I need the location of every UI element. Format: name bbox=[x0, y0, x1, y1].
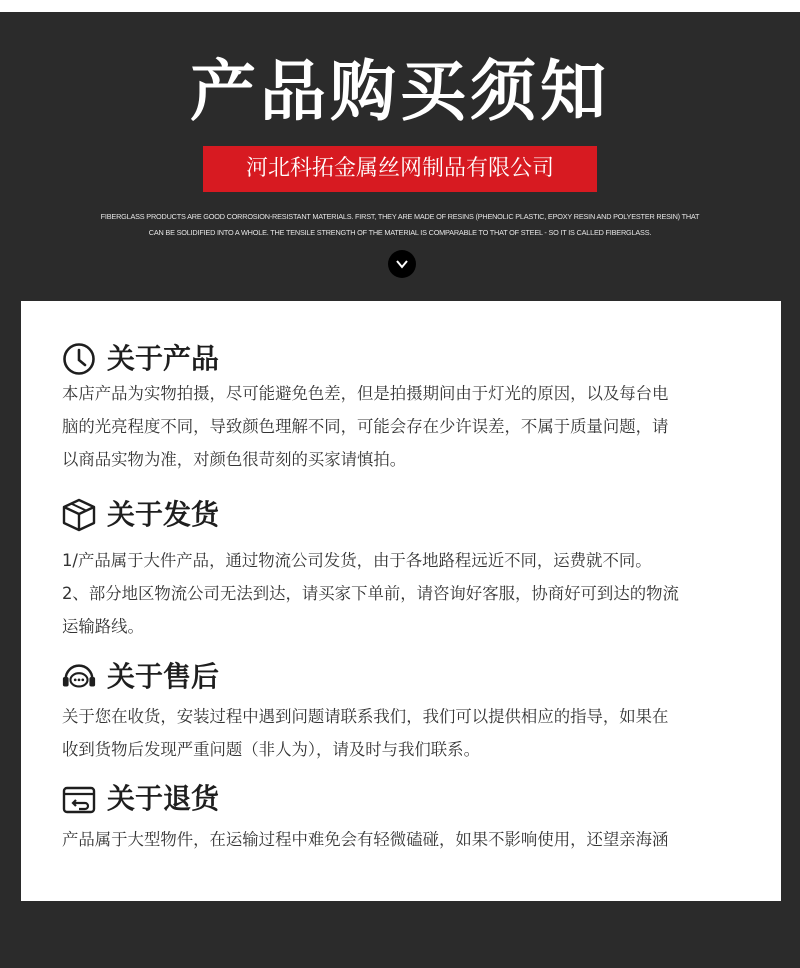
section-body bbox=[62, 823, 762, 856]
section-line: 1/产品属于大件产品，通过物流公司发货，由于各地路程远近不同，运费就不同。 bbox=[62, 551, 652, 570]
english-description bbox=[80, 209, 720, 241]
section-header bbox=[61, 339, 219, 379]
section-title: 关于售后 bbox=[107, 660, 220, 693]
section-line: 关于您在收货，安装过程中遇到问题请联系我们，我们可以提供相应的指导，如果在 bbox=[62, 707, 669, 726]
section-line: 收到货物后发现严重问题（非人为），请及时与我们联系。 bbox=[62, 740, 480, 759]
package-box-icon bbox=[61, 497, 97, 533]
section-body bbox=[62, 544, 762, 643]
chevron-down-icon bbox=[395, 259, 409, 269]
section-title: 关于退货 bbox=[107, 782, 220, 815]
page-title: 产品购买须知 bbox=[190, 53, 610, 130]
english-line: CAN BE SOLIDIFIED INTO A WHOLE. THE TENSILE STRENGTH OF THE MATERIAL IS COMPARABLE TO THAT OF STEEL - SO IT IS CALLED FIBERGLASS. bbox=[148, 228, 652, 237]
section-line: 脑的光亮程度不同，导致颜色理解不同，可能会存在少许误差，不属于质量问题，请 bbox=[62, 417, 669, 436]
section-line: 本店产品为实物拍摄，尽可能避免色差，但是拍摄期间由于灯光的原因，以及每台电 bbox=[62, 384, 669, 403]
return-box-icon bbox=[61, 781, 97, 817]
section-line: 以商品实物为准，对颜色很苛刻的买家请慎拍。 bbox=[62, 450, 407, 469]
section-header bbox=[61, 779, 219, 819]
section-body bbox=[62, 700, 762, 766]
top-border bbox=[0, 0, 800, 12]
section-header bbox=[61, 657, 219, 697]
english-line: FIBERGLASS PRODUCTS ARE GOOD CORROSION-RESISTANT MATERIALS. FIRST, THEY ARE MADE OF RESINS (PHENOLIC PLASTIC, EPOXY RESIN AND POLYESTER RESIN) THAT bbox=[100, 212, 700, 221]
section-line: 2、部分地区物流公司无法到达，请买家下单前，请咨询好客服，协商好可到达的物流 bbox=[62, 584, 679, 603]
section-title: 关于发货 bbox=[107, 498, 220, 531]
headset-chat-icon bbox=[61, 659, 97, 695]
company-banner bbox=[203, 146, 597, 192]
section-line: 产品属于大型物件，在运输过程中难免会有轻微磕碰，如果不影响使用，还望亲海涵 bbox=[62, 830, 669, 849]
scroll-down-button[interactable] bbox=[388, 250, 416, 278]
section-header bbox=[61, 495, 219, 535]
section-line: 运输路线。 bbox=[62, 617, 144, 636]
section-body bbox=[62, 377, 762, 476]
clock-icon bbox=[61, 341, 97, 377]
company-name: 河北科拓金属丝网制品有限公司 bbox=[245, 156, 554, 181]
section-title: 关于产品 bbox=[107, 342, 220, 375]
notice-card bbox=[21, 301, 781, 901]
